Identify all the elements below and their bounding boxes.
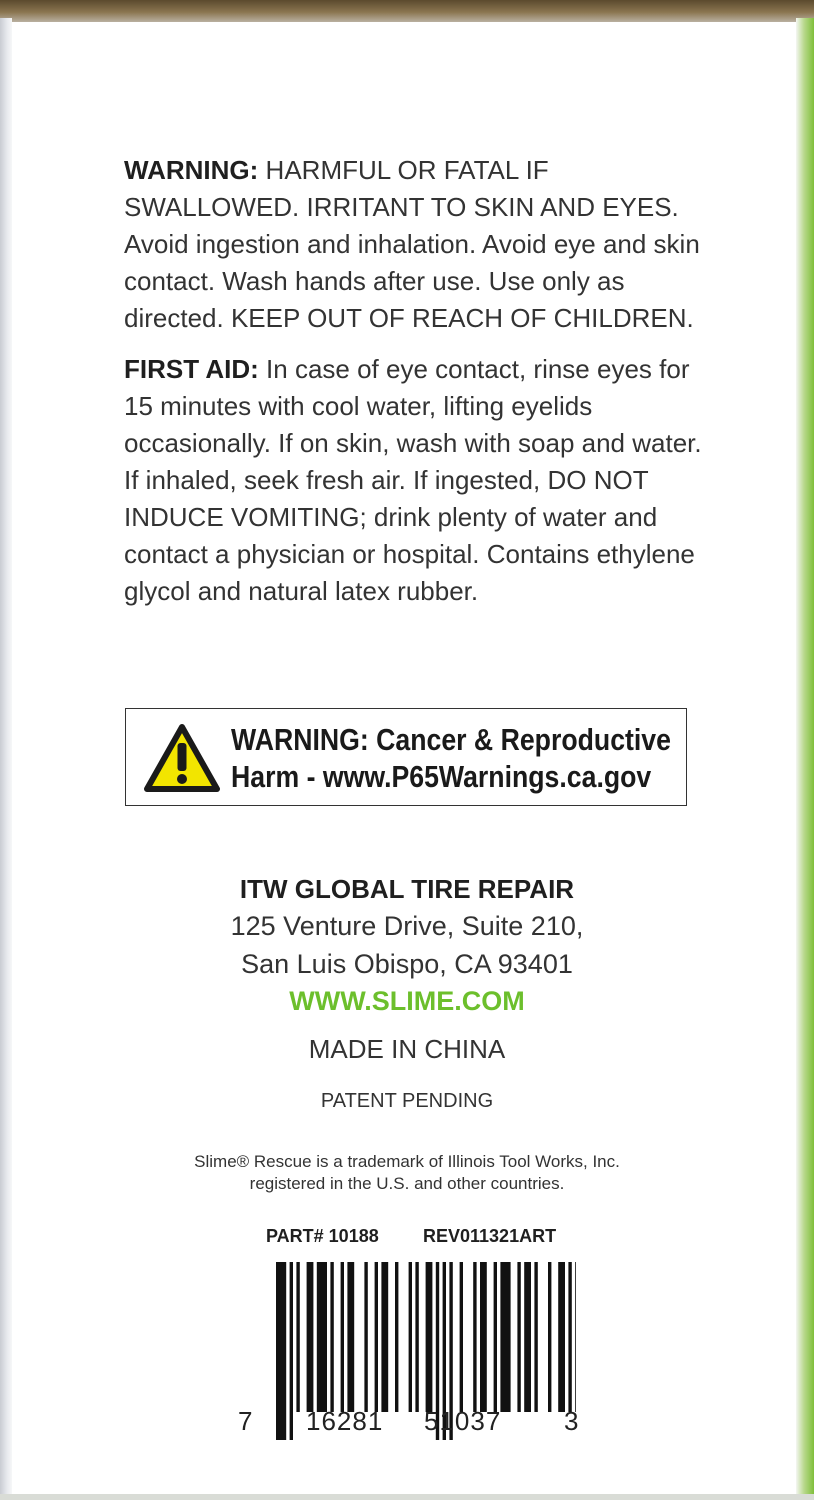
barcode-bars — [236, 1262, 579, 1442]
barcode-bar — [460, 1262, 463, 1412]
prop65-warning-box — [125, 708, 687, 806]
barcode-bar — [568, 1262, 571, 1412]
barcode-bar — [290, 1262, 293, 1440]
barcode-bar — [330, 1262, 333, 1412]
barcode-left-digit: 7 — [238, 1406, 253, 1436]
barcode-bar — [276, 1262, 286, 1440]
barcode-bar — [341, 1262, 344, 1412]
first-aid-label: FIRST AID: — [124, 354, 259, 384]
barcode-bar — [409, 1262, 412, 1412]
box-left-edge — [0, 18, 12, 1500]
barcode-bar — [296, 1262, 299, 1412]
barcode-bar — [524, 1262, 531, 1412]
prop65-line-1: WARNING: Cancer & Reproductive — [231, 722, 671, 757]
patent-notice: PATENT PENDING — [320, 1090, 494, 1112]
country-of-origin: MADE IN CHINA — [308, 1034, 506, 1064]
company-name: ITW GLOBAL TIRE REPAIR — [239, 874, 575, 904]
barcode-bar — [307, 1262, 314, 1412]
prop65-warning-text — [231, 721, 671, 795]
barcode-bar — [500, 1262, 510, 1412]
barcode-group-1: 16281 — [306, 1406, 384, 1436]
barcode-bar — [548, 1262, 551, 1412]
company-address-line-2: San Luis Obispo, CA 93401 — [241, 949, 573, 979]
first-aid-emphasis: DO NOT INDUCE VOMITING — [124, 465, 649, 532]
company-address-line-1: 125 Venture Drive, Suite 210, — [230, 911, 584, 941]
barcode-bar — [395, 1262, 398, 1412]
barcode-bar — [534, 1262, 537, 1412]
first-aid-text-2: ; drink plenty of water and contact a physician or hospital. Contains ethylene glycol and natural latex rubber. — [124, 502, 695, 606]
barcode-bar — [415, 1262, 418, 1412]
upc-barcode — [236, 1262, 579, 1442]
barcode-bar — [426, 1262, 433, 1412]
warning-label: WARNING: — [124, 155, 259, 185]
revision-code: REV011321ART — [423, 1226, 557, 1246]
barcode-bar — [347, 1262, 354, 1412]
barcode-right-digit: 3 — [564, 1406, 579, 1436]
company-website: WWW.SLIME.COM — [289, 986, 525, 1016]
barcode-bar — [473, 1262, 476, 1412]
warning-text: Avoid ingestion and inhalation. Avoid eye and skin contact. Wash hands after use. Use only as directed. KEEP OUT OF REACH OF CHILDREN. — [124, 229, 700, 333]
barcode-bar — [480, 1262, 487, 1412]
box-top-edge — [0, 0, 814, 22]
first-aid-paragraph — [124, 351, 714, 610]
warning-triangle-icon — [144, 723, 220, 793]
first-aid-text-1: In case of eye contact, rinse eyes for 15 minutes with cool water, lifting eyelids occasionally. If on skin, wash with soap and water. If inhaled, seek fresh air. If ingested, — [124, 354, 702, 495]
part-number: PART# 10188 — [266, 1226, 379, 1246]
trademark-line-2: registered in the U.S. and other countries. — [249, 1174, 565, 1193]
barcode-bar — [375, 1262, 378, 1412]
warning-caps-text: HARMFUL OR FATAL IF SWALLOWED. IRRITANT TO SKIN AND EYES. — [124, 155, 679, 222]
barcode-bar — [517, 1262, 520, 1412]
barcode-group-2: 51037 — [424, 1406, 502, 1436]
box-bottom-edge — [0, 1494, 814, 1500]
barcode-bar — [317, 1262, 327, 1412]
barcode-bar — [558, 1262, 565, 1412]
trademark-line-1: Slime® Rescue is a trademark of Illinois Tool Works, Inc. — [194, 1152, 620, 1171]
barcode-bar — [364, 1262, 367, 1412]
barcode-bar — [381, 1262, 388, 1412]
barcode-bar — [575, 1262, 576, 1412]
warning-paragraph — [124, 152, 714, 337]
barcode-bar — [494, 1262, 497, 1412]
prop65-line-2: Harm - www.P65Warnings.ca.gov — [231, 759, 652, 794]
box-right-edge — [796, 18, 814, 1500]
